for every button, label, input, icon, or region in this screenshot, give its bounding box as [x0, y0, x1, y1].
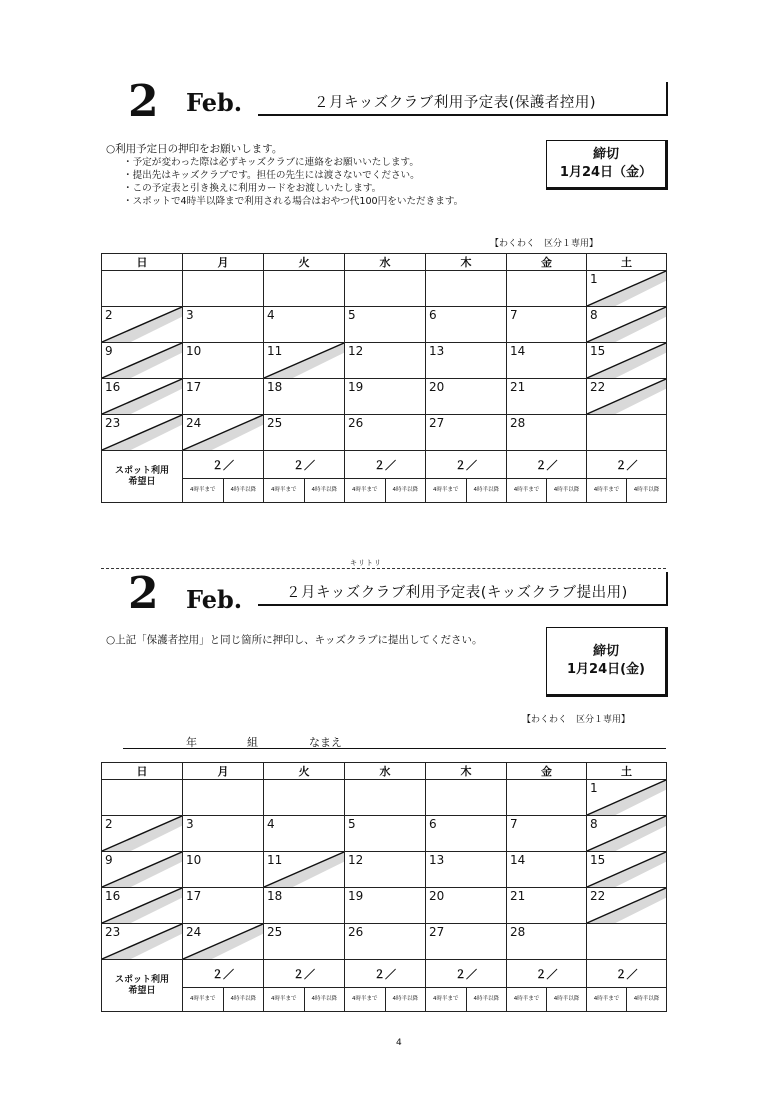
empty-day-cell — [345, 780, 426, 816]
day-number: 28 — [510, 416, 526, 430]
closed-day-slash — [587, 816, 666, 851]
title-box — [258, 82, 668, 116]
weekday-header: 土 — [587, 763, 667, 780]
spot-date-field[interactable]: ２／ — [587, 451, 667, 479]
day-number: 23 — [105, 416, 121, 430]
day-number: 9 — [105, 344, 113, 358]
spot-option-until-430[interactable]: 4時半まで — [190, 996, 216, 1002]
month-english: Feb. — [186, 88, 243, 117]
day-number: 4 — [267, 308, 275, 322]
day-number: 1 — [590, 272, 598, 286]
deadline-box — [546, 627, 668, 697]
weekday-header: 日 — [102, 254, 183, 271]
day-number: 28 — [510, 925, 526, 939]
day-number: 7 — [510, 308, 518, 322]
day-number: 5 — [348, 308, 356, 322]
day-cell — [102, 924, 183, 960]
day-cell[interactable] — [345, 924, 426, 960]
day-cell[interactable] — [183, 379, 264, 415]
day-cell[interactable] — [264, 379, 345, 415]
empty-day-cell — [345, 271, 426, 307]
page-title: ２月キッズクラブ利用予定表(キッズクラブ提出用) — [286, 585, 628, 601]
spot-time-options — [587, 479, 667, 503]
spot-time-options — [345, 988, 426, 1012]
spot-option-after-430[interactable]: 4時半以降 — [223, 988, 264, 1011]
spot-option-after-430[interactable]: 4時半以降 — [385, 988, 426, 1011]
day-number: 24 — [186, 925, 202, 939]
spot-option-until-430[interactable]: 4時半まで — [433, 487, 459, 493]
day-cell[interactable] — [183, 816, 264, 852]
day-cell — [587, 343, 667, 379]
day-number: 11 — [267, 344, 283, 358]
name-fields[interactable] — [123, 734, 666, 749]
spot-option-after-430[interactable]: 4時半以降 — [546, 479, 586, 502]
day-number: 14 — [510, 853, 526, 867]
day-cell[interactable] — [183, 888, 264, 924]
spot-date-field[interactable]: ２／ — [426, 451, 507, 479]
day-number: 26 — [348, 416, 364, 430]
day-cell[interactable] — [426, 924, 507, 960]
spot-option-until-430[interactable]: 4時半まで — [513, 996, 540, 1002]
day-number: 10 — [186, 853, 202, 867]
spot-option-until-430[interactable]: 4時半まで — [271, 487, 297, 493]
day-number: 17 — [186, 380, 202, 394]
spot-time-options — [264, 479, 345, 503]
day-cell — [587, 780, 667, 816]
day-number: 22 — [590, 889, 606, 903]
day-cell — [102, 343, 183, 379]
weekday-header: 月 — [183, 763, 264, 780]
month-english: Feb. — [186, 585, 243, 614]
spot-option-after-430[interactable]: 4時半以降 — [626, 479, 666, 502]
day-cell[interactable] — [426, 379, 507, 415]
day-number: 22 — [590, 380, 606, 394]
cut-label: キリトリ — [350, 559, 382, 567]
day-number: 14 — [510, 344, 526, 358]
day-cell[interactable] — [345, 415, 426, 451]
weekday-header: 月 — [183, 254, 264, 271]
day-cell[interactable] — [345, 888, 426, 924]
day-number: 3 — [186, 308, 194, 322]
day-cell[interactable] — [507, 343, 587, 379]
day-number: 21 — [510, 380, 526, 394]
note-line: ○利用予定日の押印をお願いします。 — [106, 143, 283, 155]
day-number: 13 — [429, 344, 445, 358]
day-cell — [102, 415, 183, 451]
day-number: 18 — [267, 889, 283, 903]
day-number: 2 — [105, 817, 113, 831]
closed-day-slash — [587, 780, 666, 815]
day-number: 26 — [348, 925, 364, 939]
day-cell[interactable] — [345, 379, 426, 415]
empty-day-cell — [587, 415, 667, 451]
weekday-header: 水 — [345, 254, 426, 271]
day-cell — [587, 852, 667, 888]
empty-day-cell — [102, 780, 183, 816]
day-cell[interactable] — [507, 379, 587, 415]
deadline-box — [546, 140, 668, 190]
day-number: 27 — [429, 416, 445, 430]
day-number: 21 — [510, 889, 526, 903]
day-cell — [183, 415, 264, 451]
weekday-header: 金 — [507, 254, 587, 271]
page-number: 4 — [396, 1038, 402, 1048]
spot-option-after-430[interactable]: 4時半以降 — [223, 479, 264, 502]
day-number: 6 — [429, 308, 437, 322]
day-number: 18 — [267, 380, 283, 394]
spot-option-after-430[interactable]: 4時半以降 — [466, 988, 507, 1011]
day-number: 23 — [105, 925, 121, 939]
day-cell[interactable] — [507, 816, 587, 852]
empty-day-cell — [426, 780, 507, 816]
weekday-header: 水 — [345, 763, 426, 780]
month-number: 2 — [128, 568, 159, 619]
day-number: 5 — [348, 817, 356, 831]
day-number: 16 — [105, 380, 121, 394]
spot-date-field[interactable]: ２／ — [587, 960, 667, 988]
day-cell — [102, 888, 183, 924]
spot-date-field[interactable]: ２／ — [264, 451, 345, 479]
day-number: 9 — [105, 853, 113, 867]
deadline-label: 締切 — [592, 644, 619, 659]
spot-time-options — [183, 988, 264, 1012]
closed-day-slash — [587, 271, 666, 306]
day-number: 20 — [429, 380, 445, 394]
empty-day-cell — [264, 780, 345, 816]
deadline-date: 1月24日(金) — [566, 662, 646, 677]
day-number: 10 — [186, 344, 202, 358]
day-cell[interactable] — [507, 307, 587, 343]
empty-day-cell — [183, 780, 264, 816]
weekday-header: 火 — [264, 763, 345, 780]
note-line: ・この予定表と引き換えに利用カードをお渡しいたします。 — [123, 183, 382, 194]
spot-option-until-430[interactable]: 4時半まで — [593, 487, 620, 493]
day-cell[interactable] — [264, 888, 345, 924]
notes — [106, 143, 463, 208]
day-cell — [264, 852, 345, 888]
weekday-header: 土 — [587, 254, 667, 271]
spot-date-field[interactable]: ２／ — [507, 960, 587, 988]
closed-day-slash — [102, 816, 182, 851]
spot-date-field[interactable]: ２／ — [507, 451, 587, 479]
spot-time-options — [426, 988, 507, 1012]
day-cell — [264, 343, 345, 379]
spot-option-after-430[interactable]: 4時半以降 — [304, 479, 345, 502]
spot-option-after-430[interactable]: 4時半以降 — [546, 988, 586, 1011]
name-label: なまえ — [309, 736, 342, 749]
day-cell[interactable] — [426, 343, 507, 379]
spot-option-until-430[interactable]: 4時半まで — [513, 487, 540, 493]
day-cell — [587, 271, 667, 307]
cut-line — [101, 568, 666, 569]
day-number: 27 — [429, 925, 445, 939]
closed-day-slash — [102, 307, 182, 342]
day-number: 19 — [348, 380, 364, 394]
day-cell[interactable] — [507, 415, 587, 451]
weekday-header: 日 — [102, 763, 183, 780]
deadline-date: 1月24日（金） — [559, 165, 653, 180]
day-number: 7 — [510, 817, 518, 831]
spot-time-options — [426, 479, 507, 503]
day-number: 16 — [105, 889, 121, 903]
day-number: 2 — [105, 308, 113, 322]
day-cell[interactable] — [345, 343, 426, 379]
day-number: 19 — [348, 889, 364, 903]
day-number: 24 — [186, 416, 202, 430]
day-cell[interactable] — [264, 924, 345, 960]
day-cell[interactable] — [507, 888, 587, 924]
note-line: ○上記「保護者控用」と同じ箇所に押印し、キッズクラブに提出してください。 — [106, 634, 483, 646]
day-number: 6 — [429, 817, 437, 831]
empty-day-cell — [507, 271, 587, 307]
spot-option-after-430[interactable]: 4時半以降 — [304, 988, 345, 1011]
day-number: 15 — [590, 853, 606, 867]
day-cell[interactable] — [426, 816, 507, 852]
calendar-table — [101, 762, 667, 1012]
spot-date-field[interactable]: ２／ — [264, 960, 345, 988]
grade-label: 年 — [186, 736, 197, 749]
day-number: 1 — [590, 781, 598, 795]
empty-day-cell — [507, 780, 587, 816]
empty-day-cell — [102, 271, 183, 307]
spot-time-options — [264, 988, 345, 1012]
day-cell — [102, 379, 183, 415]
spot-option-after-430[interactable]: 4時半以降 — [626, 988, 666, 1011]
day-number: 25 — [267, 416, 283, 430]
spot-date-field[interactable]: ２／ — [426, 960, 507, 988]
spot-time-options — [507, 479, 587, 503]
class-label: 組 — [247, 736, 258, 749]
day-cell[interactable] — [426, 852, 507, 888]
day-cell — [587, 307, 667, 343]
day-cell[interactable] — [507, 852, 587, 888]
day-number: 15 — [590, 344, 606, 358]
month-number: 2 — [128, 76, 159, 127]
closed-day-slash — [102, 343, 182, 378]
day-number: 3 — [186, 817, 194, 831]
spot-option-until-430[interactable]: 4時半まで — [271, 996, 297, 1002]
weekday-header: 火 — [264, 254, 345, 271]
day-number: 13 — [429, 853, 445, 867]
closed-day-slash — [102, 852, 182, 887]
day-cell[interactable] — [264, 816, 345, 852]
day-cell — [587, 888, 667, 924]
day-cell — [102, 816, 183, 852]
day-number: 11 — [267, 853, 283, 867]
spot-time-options — [345, 479, 426, 503]
calendar-table — [101, 253, 667, 503]
day-number: 17 — [186, 889, 202, 903]
spot-option-until-430[interactable]: 4時半まで — [190, 487, 216, 493]
day-cell[interactable] — [507, 924, 587, 960]
note-line: ・提出先はキッズクラブです。担任の先生には渡さないでください。 — [123, 170, 420, 181]
spot-option-until-430[interactable]: 4時半まで — [593, 996, 620, 1002]
note-line: ・スポットで4時半以降まで利用される場合はおやつ代100円をいただきます。 — [123, 196, 464, 207]
day-number: 12 — [348, 853, 364, 867]
day-cell — [102, 307, 183, 343]
day-cell — [587, 379, 667, 415]
day-cell[interactable] — [345, 307, 426, 343]
empty-day-cell — [264, 271, 345, 307]
spot-date-field[interactable]: ２／ — [345, 960, 426, 988]
spot-time-options — [183, 479, 264, 503]
spot-date-field[interactable]: ２／ — [183, 960, 264, 988]
day-cell[interactable] — [264, 415, 345, 451]
day-cell[interactable] — [426, 307, 507, 343]
spot-usage-label: スポット利用 希望日 — [102, 451, 183, 503]
note-line: ・予定が変わった際は必ずキッズクラブに連絡をお願いいたします。 — [123, 157, 419, 168]
spot-option-until-430[interactable]: 4時半まで — [352, 996, 378, 1002]
spot-option-after-430[interactable]: 4時半以降 — [466, 479, 507, 502]
empty-day-cell — [587, 924, 667, 960]
title-box — [258, 572, 668, 606]
day-number: 4 — [267, 817, 275, 831]
spot-option-until-430[interactable]: 4時半まで — [433, 996, 459, 1002]
day-number: 20 — [429, 889, 445, 903]
spot-time-options — [587, 988, 667, 1012]
closed-day-slash — [587, 307, 666, 342]
day-number: 12 — [348, 344, 364, 358]
day-number: 25 — [267, 925, 283, 939]
weekday-header: 木 — [426, 763, 507, 780]
day-cell[interactable] — [183, 852, 264, 888]
weekday-header: 金 — [507, 763, 587, 780]
empty-day-cell — [183, 271, 264, 307]
spot-time-options — [507, 988, 587, 1012]
notes — [106, 634, 482, 647]
day-cell[interactable] — [183, 343, 264, 379]
weekday-header: 木 — [426, 254, 507, 271]
day-cell[interactable] — [345, 852, 426, 888]
spot-usage-label: スポット利用 希望日 — [102, 960, 183, 1012]
day-cell[interactable] — [264, 307, 345, 343]
day-cell[interactable] — [345, 816, 426, 852]
spot-option-after-430[interactable]: 4時半以降 — [385, 479, 426, 502]
spot-date-field[interactable]: ２／ — [183, 451, 264, 479]
day-number: 8 — [590, 308, 598, 322]
category-tag: 【わくわく 区分１専用】 — [522, 715, 631, 725]
day-cell — [183, 924, 264, 960]
spot-date-field[interactable]: ２／ — [345, 451, 426, 479]
spot-option-until-430[interactable]: 4時半まで — [352, 487, 378, 493]
day-number: 8 — [590, 817, 598, 831]
day-cell[interactable] — [183, 307, 264, 343]
day-cell[interactable] — [426, 888, 507, 924]
day-cell — [587, 816, 667, 852]
empty-day-cell — [426, 271, 507, 307]
day-cell[interactable] — [426, 415, 507, 451]
category-tag: 【わくわく 区分１専用】 — [490, 239, 599, 249]
deadline-label: 締切 — [592, 147, 619, 162]
page-title: ２月キッズクラブ利用予定表(保護者控用) — [314, 95, 597, 111]
day-cell — [102, 852, 183, 888]
